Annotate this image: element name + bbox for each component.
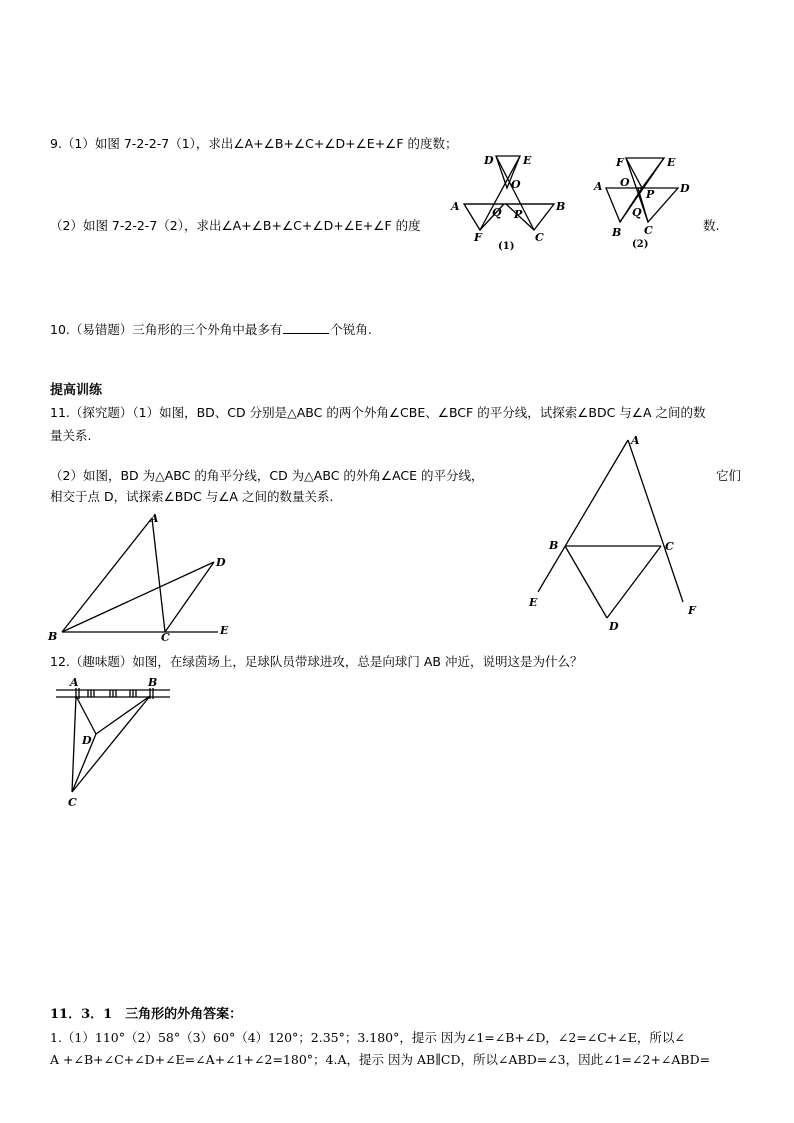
fig9-2-label-d: D (680, 182, 690, 195)
q9-part2-tail-text: 数. (703, 218, 720, 233)
fig9-1-label-f: F (474, 231, 482, 244)
fig9-1-label-e: E (523, 154, 532, 167)
fig11-1-label-d: D (609, 620, 619, 633)
figure-11-2 (40, 510, 240, 645)
q11-line1: 11.（探究题）（1）如图，BD、CD 分别是△ABC 的两个外角∠CBE、∠BCF 的平分线，试探索∠BDC 与∠A 之间的数 (50, 405, 706, 420)
fig9-1-label-p: P (514, 208, 523, 221)
figure-9-1 (450, 150, 580, 250)
fig9-1-label-b: B (556, 200, 566, 213)
q10-answer-blank[interactable] (283, 322, 329, 334)
fig11-2-label-c: C (161, 631, 170, 644)
fig11-2-label-b: B (48, 630, 58, 643)
q9-part2-text: （2）如图 7-2-2-7（2），求出∠A+∠B+∠C+∠D+∠E+∠F 的度 (50, 218, 421, 233)
fig9-2-label-f: F (616, 156, 624, 169)
answers-line1: 1.（1）110°（2）58°（3）60°（4）120°；2.35°；3.180°，提示 因为∠1=∠B+∠D，∠2=∠C+∠E，所以∠ (50, 1030, 685, 1045)
fig12-label-b: B (148, 676, 158, 689)
fig11-2-label-e: E (220, 624, 229, 637)
fig11-2-label-d: D (216, 556, 226, 569)
fig9-2-label-e: E (667, 156, 676, 169)
figure-11-1 (525, 432, 715, 632)
q11-line2: 量关系. (50, 428, 92, 443)
q9-part1-text: 9.（1）如图 7-2-2-7（1），求出∠A+∠B+∠C+∠D+∠E+∠F 的度数； (50, 136, 458, 151)
fig9-1-label-a: A (451, 200, 460, 213)
fig9-1-label-o: O (511, 178, 521, 191)
q11-line3: （2）如图，BD 为△ABC 的角平分线，CD 为△ABC 的外角∠ACE 的平分线， (50, 468, 484, 483)
fig9-2-label-q: Q (632, 206, 642, 219)
q11-line4: 相交于点 D，试探索∠BDC 与∠A 之间的数量关系. (50, 489, 334, 504)
fig11-1-label-c: C (665, 540, 674, 553)
fig9-2-label-b: B (612, 226, 622, 239)
fig9-2-caption: (2) (632, 239, 649, 250)
figure-9-2 (592, 150, 702, 250)
section-title: 提高训练 (50, 383, 103, 398)
q10-text-before: 10.（易错题）三角形的三个外角中最多有 (50, 322, 283, 337)
fig9-2-label-a: A (594, 180, 603, 193)
answers-title: 11．3．1 三角形的外角答案： (50, 1007, 243, 1022)
q11-line3-tail: 它们 (716, 468, 742, 483)
fig11-1-label-f: F (688, 604, 696, 617)
fig12-label-d: D (82, 734, 92, 747)
fig9-1-label-c: C (535, 231, 544, 244)
q12-text: 12.（趣味题）如图，在绿茵场上，足球队员带球进攻，总是向球门 AB 冲近，说明这是为什么？ (50, 654, 583, 669)
fig11-2-label-a: A (150, 512, 159, 525)
fig11-1-label-b: B (549, 539, 559, 552)
q10-text (50, 322, 372, 338)
fig9-1-caption: (1) (498, 241, 515, 252)
fig9-2-label-p: P (646, 188, 655, 201)
fig9-2-label-c: C (644, 224, 653, 237)
fig11-1-label-e: E (529, 596, 538, 609)
fig9-1-label-d: D (484, 154, 494, 167)
figure-12-goal (52, 674, 192, 814)
fig12-label-a: A (70, 676, 79, 689)
fig11-1-label-a: A (631, 434, 640, 447)
fig12-label-c: C (68, 796, 77, 809)
fig9-1-label-q: Q (492, 206, 502, 219)
q10-text-after: 个锐角. (330, 322, 372, 337)
fig9-2-label-o: O (620, 176, 630, 189)
answers-line2: A +∠B+∠C+∠D+∠E=∠A+∠1+∠2=180°；4.A，提示 因为 AB∥CD，所以∠ABD=∠3，因此∠1=∠2+∠ABD= (50, 1052, 711, 1067)
